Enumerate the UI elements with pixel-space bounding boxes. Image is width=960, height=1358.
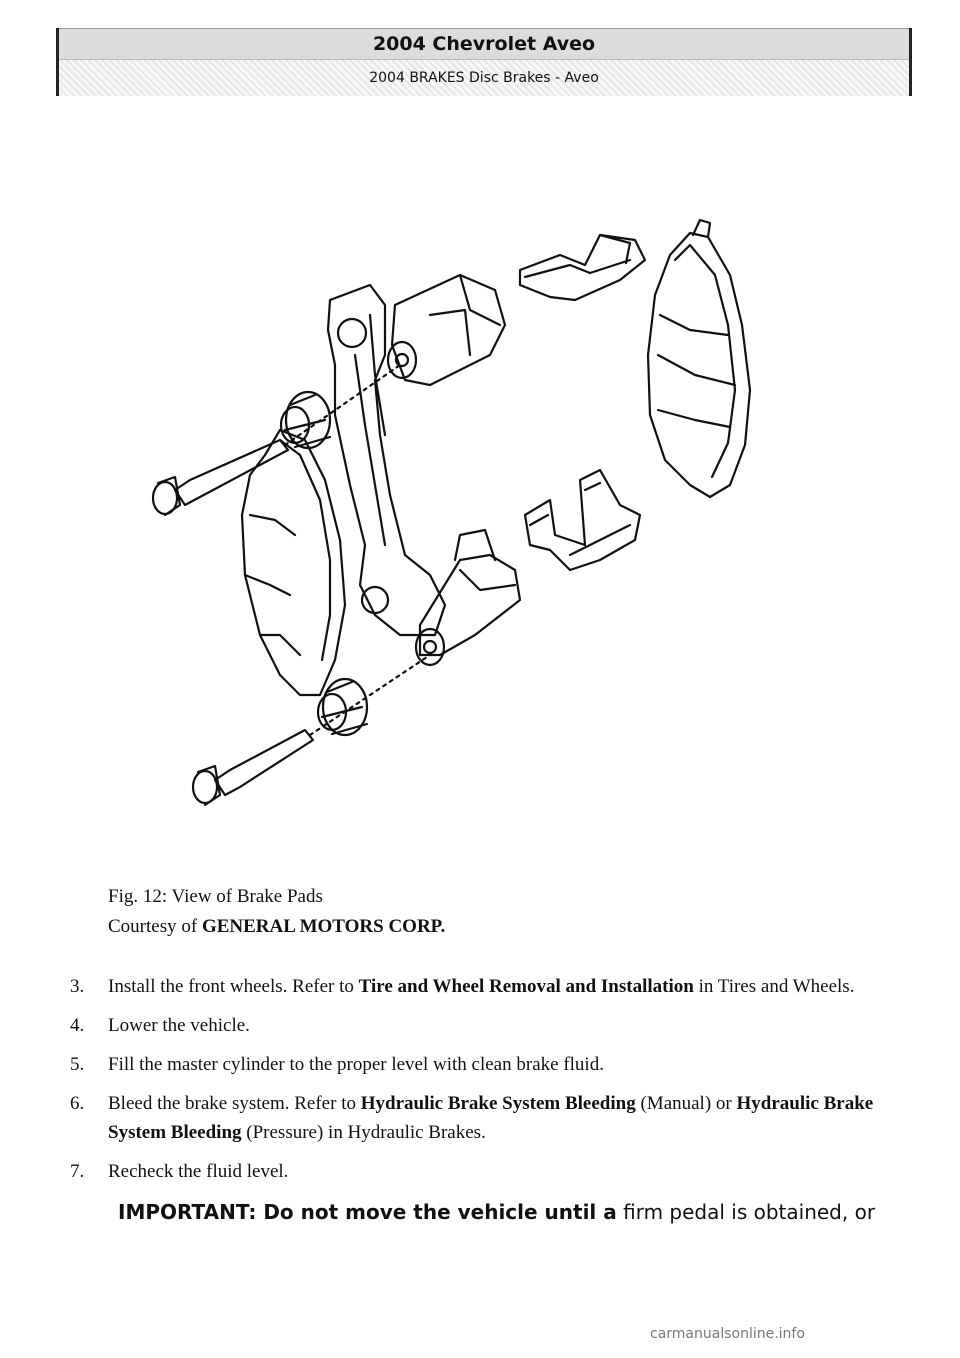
procedure-step [70,1011,900,1040]
step-reference: Hydraulic Brake System Bleeding [108,1093,874,1143]
step-fragment: Install the front wheels. Refer to [108,976,359,997]
procedure-step [70,1157,900,1186]
lower-pin-housing-icon [416,530,520,665]
outer-brake-pad-icon [648,220,750,497]
courtesy-company: GENERAL MOTORS CORP. [201,916,446,937]
step-fragment: Lower the vehicle. [108,1015,250,1036]
step-fragment: Recheck the fluid level. [108,1161,289,1182]
procedure-step [70,972,900,1001]
procedure-step [70,1050,900,1079]
step-number: 3. [70,976,85,997]
step-number: 7. [70,1161,85,1182]
step-fragment: Bleed the brake system. Refer to [108,1093,361,1114]
figure-courtesy: Courtesy of GENERAL MOTORS CORP. [108,916,446,937]
caliper-bracket-icon [328,285,445,635]
step-fragment: (Manual) or [635,1093,737,1114]
procedure-step [70,1089,900,1147]
step-text [108,1050,604,1079]
brake-pads-illustration [130,215,770,820]
lower-clip-icon [525,470,640,570]
footer-watermark: carmanualsonline.info [650,1326,805,1342]
step-text [108,972,854,1001]
step-number: 4. [70,1015,85,1036]
upper-pin-housing-icon [388,275,505,385]
procedure-steps [70,972,900,1196]
important-bold-text: IMPORTANT: Do not move the vehicle until a [118,1200,617,1224]
document-header [56,28,912,96]
step-text [108,1157,288,1186]
step-number: 5. [70,1054,85,1075]
figure-title: Fig. 12: View of Brake Pads [108,886,323,907]
vehicle-title: 2004 Chevrolet Aveo [59,28,909,60]
figure-caption [108,882,445,942]
upper-bolt-icon [153,365,400,515]
important-text: firm pedal is obtained, or [616,1200,876,1224]
step-fragment: (Pressure) in Hydraulic Brakes. [241,1122,486,1143]
step-text [108,1011,250,1040]
lower-bolt-icon [193,655,430,805]
section-subtitle: 2004 BRAKES Disc Brakes - Aveo [59,60,909,96]
step-fragment: Fill the master cylinder to the proper level with clean brake fluid. [108,1054,604,1075]
step-reference: Hydraulic Brake System Bleeding [360,1093,636,1114]
step-reference: Tire and Wheel Removal and Installation [358,976,694,997]
lower-boot-icon [318,679,367,735]
upper-clip-icon [520,235,645,300]
step-fragment: in Tires and Wheels. [693,976,855,997]
step-text [108,1089,900,1147]
inner-brake-pad-icon [242,430,345,695]
step-number: 6. [70,1093,85,1114]
important-note [118,1200,875,1224]
